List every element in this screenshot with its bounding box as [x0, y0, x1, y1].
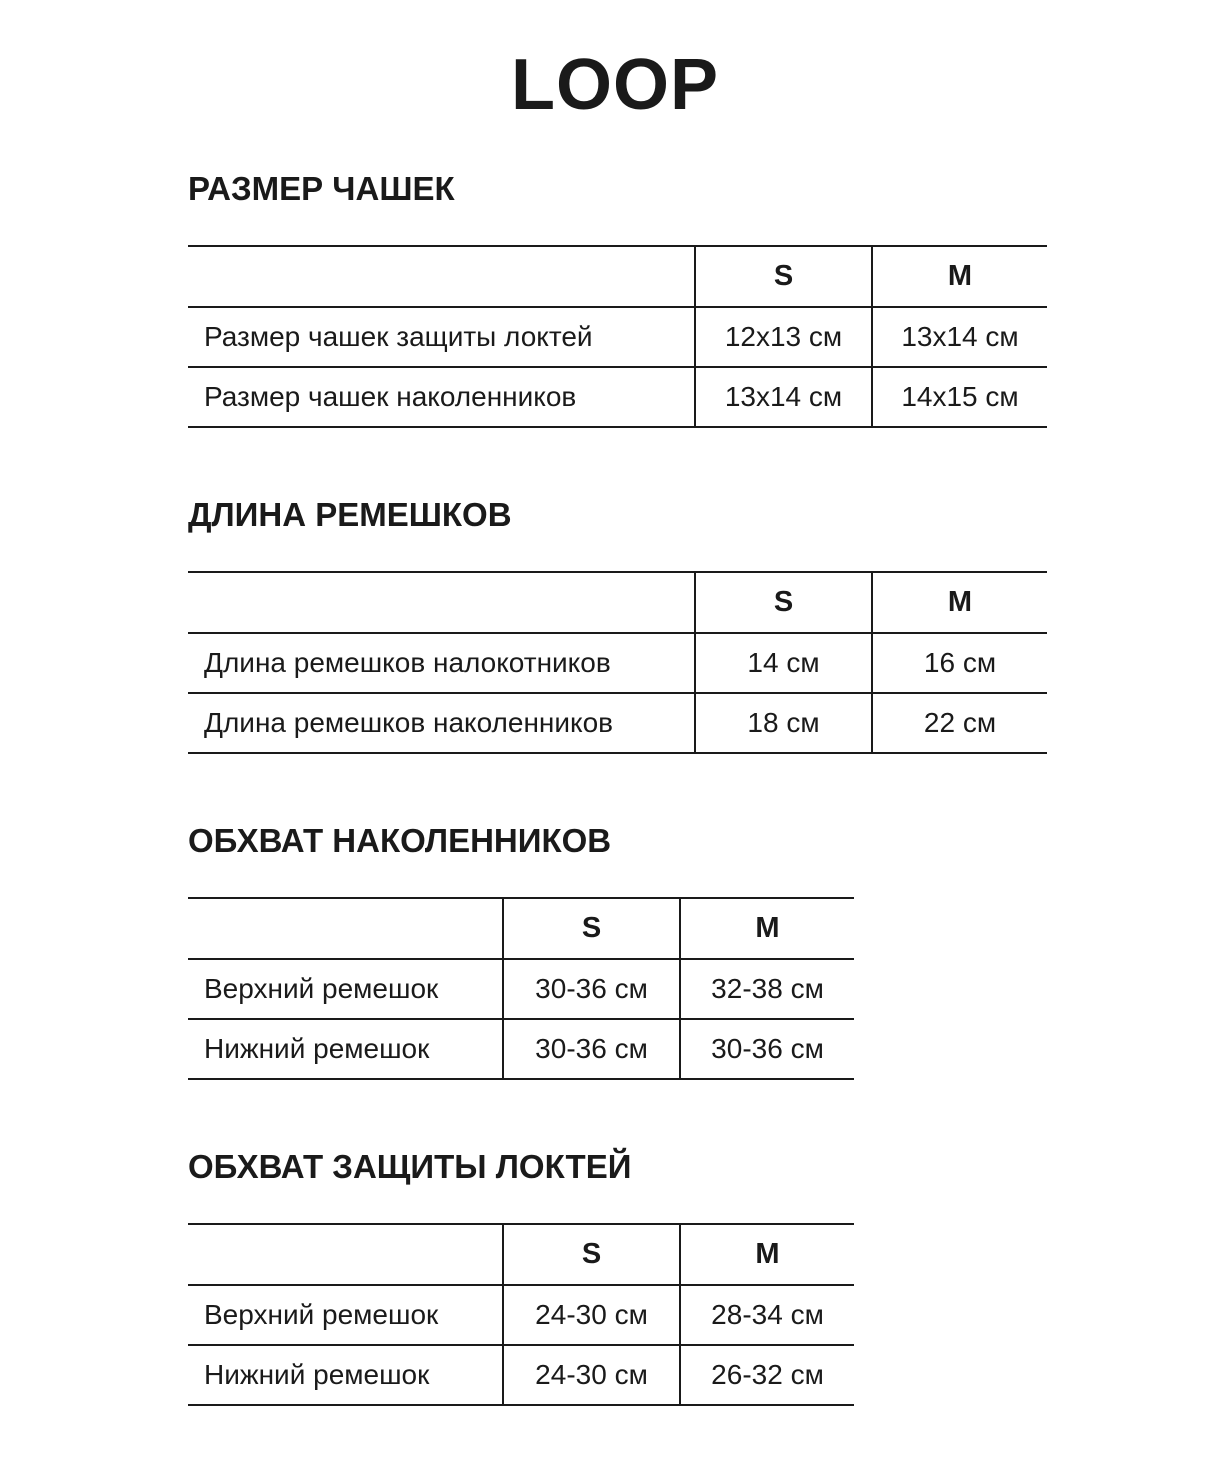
table-header-row — [188, 1224, 854, 1285]
column-header-s: S — [695, 572, 872, 633]
row-label: Размер чашек защиты локтей — [204, 320, 593, 352]
row-label: Длина ремешков налокотников — [204, 646, 611, 678]
table-row — [188, 693, 1047, 753]
table-row — [188, 1345, 854, 1405]
cell-value: 12x13 см — [695, 307, 872, 367]
table-row — [188, 307, 1047, 367]
corner-cell — [188, 1224, 503, 1285]
table-header-row — [188, 572, 1047, 633]
section-heading-strap-length: ДЛИНА РЕМЕШКОВ — [188, 495, 512, 533]
cell-value: 16 см — [872, 633, 1047, 693]
table-header-row — [188, 898, 854, 959]
corner-cell — [188, 246, 695, 307]
table-row — [188, 1285, 854, 1345]
cell-value: 14x15 см — [872, 367, 1047, 427]
table-row — [188, 633, 1047, 693]
column-header-m: M — [680, 1224, 854, 1285]
table-row — [188, 959, 854, 1019]
page-title: LOOP — [510, 45, 719, 125]
cell-value: 24-30 см — [503, 1345, 680, 1405]
cell-value: 28-34 см — [680, 1285, 854, 1345]
row-label: Размер чашек наколенников — [204, 380, 577, 412]
cell-value: 13x14 см — [872, 307, 1047, 367]
corner-cell — [188, 898, 503, 959]
cup-size-table — [188, 245, 1047, 428]
section-heading-knee-circumference: ОБХВАТ НАКОЛЕННИКОВ — [188, 821, 612, 859]
column-header-m: M — [872, 572, 1047, 633]
cell-value: 22 см — [872, 693, 1047, 753]
section-strap-length — [188, 495, 1230, 754]
column-header-s: S — [503, 898, 680, 959]
section-elbow-circumference — [188, 1147, 1230, 1406]
elbow-circumference-table — [188, 1223, 854, 1406]
column-header-s: S — [503, 1224, 680, 1285]
cell-value: 18 см — [695, 693, 872, 753]
column-header-m: M — [680, 898, 854, 959]
row-label: Нижний ремешок — [204, 1032, 430, 1064]
cell-value: 24-30 см — [503, 1285, 680, 1345]
row-label: Верхний ремешок — [204, 1298, 439, 1330]
table-header-row — [188, 246, 1047, 307]
column-header-s: S — [695, 246, 872, 307]
cell-value: 30-36 см — [503, 959, 680, 1019]
cell-value: 30-36 см — [680, 1019, 854, 1079]
section-knee-circumference — [188, 821, 1230, 1080]
knee-circumference-table — [188, 897, 854, 1080]
row-label: Нижний ремешок — [204, 1358, 430, 1390]
row-label: Верхний ремешок — [204, 972, 439, 1004]
row-label: Длина ремешков наколенников — [204, 706, 614, 738]
cell-value: 30-36 см — [503, 1019, 680, 1079]
section-heading-elbow-circumference: ОБХВАТ ЗАЩИТЫ ЛОКТЕЙ — [188, 1147, 632, 1185]
section-cup-size — [188, 169, 1230, 428]
section-heading-cup-size: РАЗМЕР ЧАШЕК — [188, 169, 455, 207]
table-row — [188, 367, 1047, 427]
strap-length-table — [188, 571, 1047, 754]
cell-value: 26-32 см — [680, 1345, 854, 1405]
corner-cell — [188, 572, 695, 633]
cell-value: 14 см — [695, 633, 872, 693]
table-row — [188, 1019, 854, 1079]
cell-value: 32-38 см — [680, 959, 854, 1019]
cell-value: 13x14 см — [695, 367, 872, 427]
column-header-m: M — [872, 246, 1047, 307]
